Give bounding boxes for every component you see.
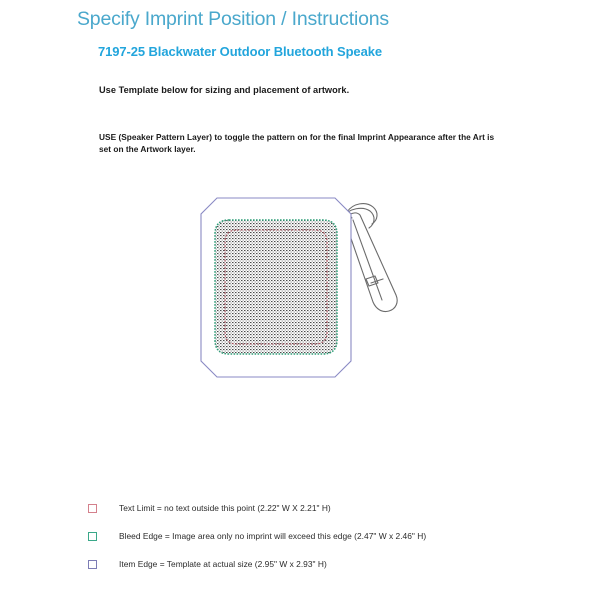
speaker-template-illustration (196, 193, 428, 389)
text-limit-swatch-icon (88, 504, 97, 513)
item-edge-swatch-icon (88, 560, 97, 569)
legend-label: Item Edge = Template at actual size (2.95" W x 2.93" H) (119, 559, 327, 569)
legend-row (88, 494, 558, 522)
legend-row (88, 550, 558, 578)
instruction-speaker-pattern-layer: USE (Speaker Pattern Layer) to toggle the pattern on for the final Imprint Appearance after the Art is set on the Artwork layer. (99, 132, 495, 154)
speaker-grille-pattern (213, 218, 341, 358)
product-title: 7197-25 Blackwater Outdoor Bluetooth Speake (98, 44, 382, 59)
legend-label: Text Limit = no text outside this point (2.22" W X 2.21" H) (119, 503, 331, 513)
legend (88, 494, 558, 578)
instruction-template-usage: Use Template below for sizing and placement of artwork. (99, 85, 350, 95)
legend-row (88, 522, 558, 550)
legend-label: Bleed Edge = Image area only no imprint will exceed this edge (2.47" W x 2.46" H) (119, 531, 427, 541)
page-title: Specify Imprint Position / Instructions (77, 8, 389, 30)
bleed-edge-swatch-icon (88, 532, 97, 541)
